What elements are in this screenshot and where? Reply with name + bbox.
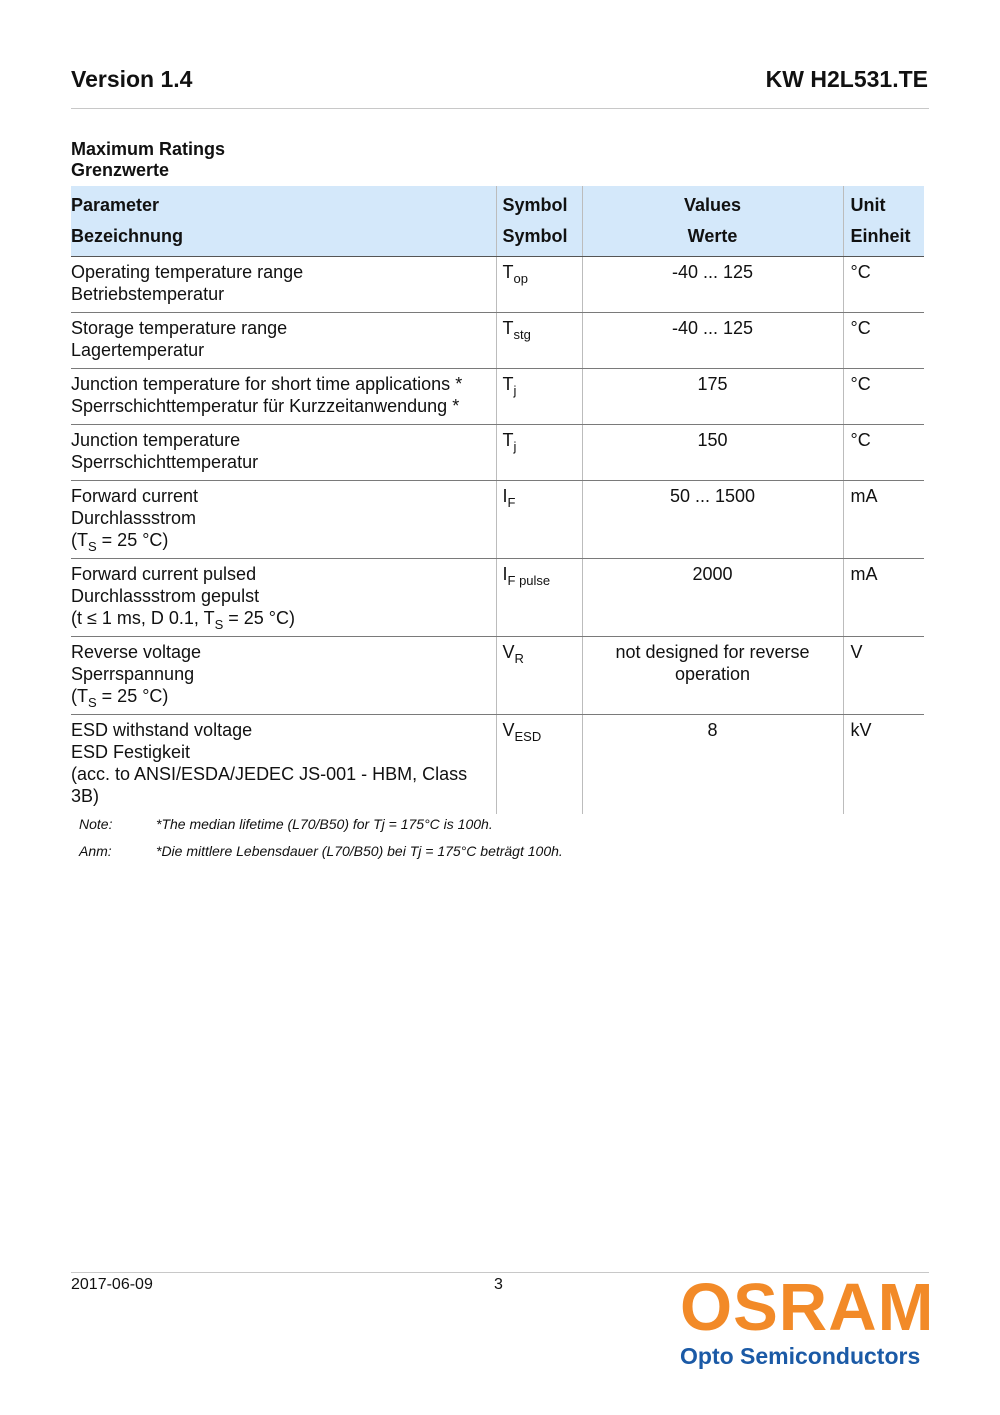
parameter-en: Forward current <box>71 486 199 506</box>
cell-parameter <box>71 481 496 559</box>
header-parameter <box>71 186 496 257</box>
symbol-subscript: stg <box>513 327 531 342</box>
parameter-de: Sperrschichttemperatur <box>71 452 259 472</box>
cell-parameter <box>71 715 496 815</box>
parameter-de: Sperrschichttemperatur für Kurzzeitanwendung * <box>71 396 460 416</box>
parameter-de: Durchlassstrom gepulst <box>71 586 260 606</box>
symbol-subscript: ESD <box>514 729 542 744</box>
symbol: I <box>502 486 508 506</box>
cell-parameter <box>71 313 496 369</box>
parameter-de: Sperrspannung <box>71 664 195 684</box>
condition-suffix: = 25 °C) <box>96 530 169 550</box>
header-values-de: Werte <box>687 226 738 246</box>
symbol: V <box>502 720 515 740</box>
symbol-subscript: F pulse <box>507 573 551 588</box>
cell-symbol <box>496 313 582 369</box>
cell-unit: kV <box>843 715 924 815</box>
cell-symbol <box>496 425 582 481</box>
note-text: *Die mittlere Lebensdauer (L70/B50) bei Tj = 175°C beträgt 100h. <box>156 843 563 859</box>
symbol: I <box>502 564 508 584</box>
cell-parameter <box>71 559 496 637</box>
note-label: Anm: <box>79 843 112 859</box>
cell-unit: mA <box>843 481 924 559</box>
parameter-en: Storage temperature range <box>71 318 288 338</box>
header-symbol-de: Symbol <box>502 226 568 246</box>
cell-symbol <box>496 559 582 637</box>
cell-unit: V <box>843 637 924 715</box>
condition-subscript: S <box>88 695 97 710</box>
part-number: KW H2L531.TE <box>765 66 928 92</box>
symbol: T <box>502 262 514 282</box>
parameter-en: Operating temperature range <box>71 262 304 282</box>
cell-symbol <box>496 637 582 715</box>
table-row <box>71 369 924 425</box>
table-row <box>71 637 924 715</box>
header-parameter-de: Bezeichnung <box>71 226 184 246</box>
symbol: V <box>502 642 515 662</box>
note-de <box>79 843 563 859</box>
logo-brand: OSRAM <box>680 1270 935 1345</box>
symbol-subscript: R <box>514 651 524 666</box>
table-header-row <box>71 186 924 257</box>
symbol-subscript: j <box>513 439 517 454</box>
cell-unit: °C <box>843 425 924 481</box>
table-row <box>71 257 924 313</box>
maximum-ratings-table <box>71 186 924 814</box>
cell-unit: °C <box>843 369 924 425</box>
condition-suffix: = 25 °C) <box>96 686 169 706</box>
symbol-subscript: op <box>513 271 528 286</box>
header-values <box>582 186 843 257</box>
cell-symbol <box>496 369 582 425</box>
cell-unit: mA <box>843 559 924 637</box>
symbol: T <box>502 430 514 450</box>
table-row <box>71 481 924 559</box>
header-values-en: Values <box>683 195 742 215</box>
cell-symbol <box>496 715 582 815</box>
cell-symbol <box>496 257 582 313</box>
condition-prefix: (T <box>71 530 88 550</box>
table-row <box>71 425 924 481</box>
symbol: T <box>502 374 514 394</box>
footer-date: 2017-06-09 <box>71 1276 153 1293</box>
header-symbol <box>496 186 582 257</box>
symbol-subscript: j <box>513 383 517 398</box>
section-title <box>71 139 225 181</box>
header-parameter-en: Parameter <box>71 195 160 215</box>
page-number: 3 <box>494 1276 503 1293</box>
symbol: T <box>502 318 514 338</box>
cell-parameter <box>71 257 496 313</box>
section-title-en: Maximum Ratings <box>71 139 226 159</box>
cell-value: -40 ... 125 <box>582 313 843 369</box>
cell-value: 150 <box>582 425 843 481</box>
note-en <box>79 816 493 832</box>
condition-suffix: = 25 °C) <box>223 608 295 628</box>
parameter-condition <box>71 529 496 554</box>
parameter-condition <box>71 607 496 632</box>
parameter-en: Reverse voltage <box>71 642 202 662</box>
header-unit-en: Unit <box>850 195 886 215</box>
note-text: *The median lifetime (L70/B50) for Tj = 175°C is 100h. <box>156 816 493 832</box>
note-label: Note: <box>79 816 113 832</box>
section-title-de: Grenzwerte <box>71 160 170 180</box>
condition-prefix: (T <box>71 686 88 706</box>
osram-logo <box>680 1270 936 1370</box>
header-unit <box>843 186 924 257</box>
cell-parameter <box>71 637 496 715</box>
parameter-en: Forward current pulsed <box>71 564 257 584</box>
condition-subscript: S <box>88 539 97 554</box>
cell-value: 8 <box>582 715 843 815</box>
cell-value: 50 ... 1500 <box>582 481 843 559</box>
cell-value: 2000 <box>582 559 843 637</box>
header-divider <box>71 108 929 109</box>
parameter-de: ESD Festigkeit <box>71 742 191 762</box>
value-text: not designed for reverse operation <box>615 642 810 684</box>
condition-prefix: (t ≤ 1 ms, D 0.1, T <box>71 608 215 628</box>
cell-symbol <box>496 481 582 559</box>
cell-value: -40 ... 125 <box>582 257 843 313</box>
condition-subscript: S <box>214 617 224 632</box>
parameter-en: ESD withstand voltage <box>71 720 253 740</box>
symbol-subscript: F <box>507 495 516 510</box>
table-row <box>71 559 924 637</box>
cell-unit: °C <box>843 313 924 369</box>
cell-value: 175 <box>582 369 843 425</box>
parameter-en: Junction temperature for short time applications * <box>71 374 463 394</box>
logo-tagline: Opto Semiconductors <box>680 1343 921 1369</box>
parameter-en: Junction temperature <box>71 430 241 450</box>
cell-value <box>582 637 843 715</box>
parameter-condition: (acc. to ANSI/ESDA/JEDEC JS-001 - HBM, Class 3B) <box>71 764 468 806</box>
header-symbol-en: Symbol <box>502 195 568 215</box>
parameter-condition <box>71 685 496 710</box>
cell-parameter <box>71 369 496 425</box>
cell-parameter <box>71 425 496 481</box>
document-version: Version 1.4 <box>71 66 193 92</box>
parameter-de: Lagertemperatur <box>71 340 205 360</box>
cell-unit: °C <box>843 257 924 313</box>
parameter-de: Betriebstemperatur <box>71 284 225 304</box>
parameter-de: Durchlassstrom <box>71 508 197 528</box>
table-row <box>71 313 924 369</box>
table-row <box>71 715 924 815</box>
header-unit-de: Einheit <box>850 226 911 246</box>
